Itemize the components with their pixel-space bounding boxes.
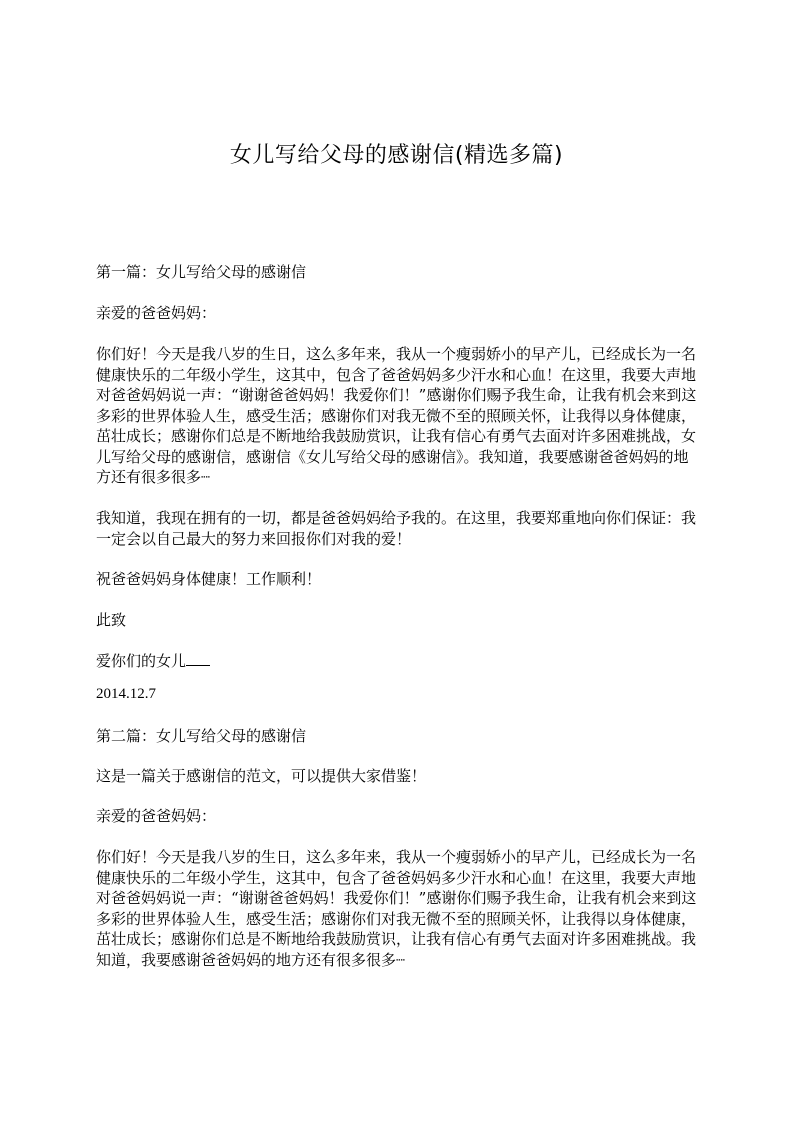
document-title: 女儿写给父母的感谢信(精选多篇) <box>229 143 564 168</box>
section1-closing-block <box>96 610 700 631</box>
body-paragraph: 你们好！今天是我八岁的生日，这么多年来，我从一个瘦弱娇小的早产儿，已经成长为一名健康快乐的二年级小学生，这其中，包含了爸爸妈妈多少汗水和心血！在这里，我要大声地对爸爸妈妈说一声：“谢谢爸爸妈妈！我爱你们！”感谢你们赐予我生命，让我有机会来到这多彩的世界体验人生，感受生活；感谢你们对我无微不至的照顾关怀，让我得以身体健康，茁壮成长；感谢你们总是不断地给我鼓励赏识，让我有信心有勇气去面对许多困难挑战。我知道，我要感谢爸爸妈妈的地方还有很多很多┈ <box>96 848 697 969</box>
section1-salutation-block <box>96 303 700 324</box>
salutation: 亲爱的爸爸妈妈： <box>96 807 217 825</box>
section1-body1-block <box>96 344 700 488</box>
body-paragraph: 我知道，我现在拥有的一切，都是爸爸妈妈给予我的。在这里，我要郑重地向你们保证：我一定会以自己最大的努力来回报你们对我的爱！ <box>96 509 697 548</box>
section2-intro-block <box>96 766 700 787</box>
section-heading: 第二篇：女儿写给父母的感谢信 <box>96 727 307 745</box>
closing-line: 此致 <box>96 611 127 629</box>
section1-body2-block <box>96 508 700 549</box>
signature-line <box>96 651 700 672</box>
section2-salutation-block <box>96 806 700 827</box>
signature-text: 爱你们的女儿 <box>96 652 187 670</box>
salutation: 亲爱的爸爸妈妈： <box>96 304 217 322</box>
intro-paragraph: 这是一篇关于感谢信的范文，可以提供大家借鉴！ <box>96 767 427 785</box>
wish-line: 祝爸爸妈妈身体健康！工作顺利！ <box>96 570 322 588</box>
section2-heading-block <box>96 726 700 747</box>
section1-date-block <box>96 684 700 705</box>
section1-wish-block <box>96 569 700 590</box>
section2-body1-block <box>96 847 700 970</box>
section1-heading <box>96 262 700 283</box>
section1-signature-block <box>96 651 700 672</box>
date-line: 2014.12.7 <box>96 686 156 702</box>
body-paragraph: 你们好！今天是我八岁的生日，这么多年来，我从一个瘦弱娇小的早产儿，已经成长为一名健康快乐的二年级小学生，这其中，包含了爸爸妈妈多少汗水和心血！在这里，我要大声地对爸爸妈妈说一声：“谢谢爸爸妈妈！我爱你们！”感谢你们赐予我生命，让我有机会来到这多彩的世界体验人生，感受生活；感谢你们对我无微不至的照顾关怀，让我得以身体健康，茁壮成长；感谢你们总是不断地给我鼓励赏识，让我有信心有勇气去面对许多困难挑战，女儿写给父母的感谢信，感谢信《女儿写给父母的感谢信》。我知道，我要感谢爸爸妈妈的地方还有很多很多┈ <box>96 345 697 486</box>
section-heading: 第一篇：女儿写给父母的感谢信 <box>96 263 307 281</box>
signature-blank <box>186 651 210 666</box>
